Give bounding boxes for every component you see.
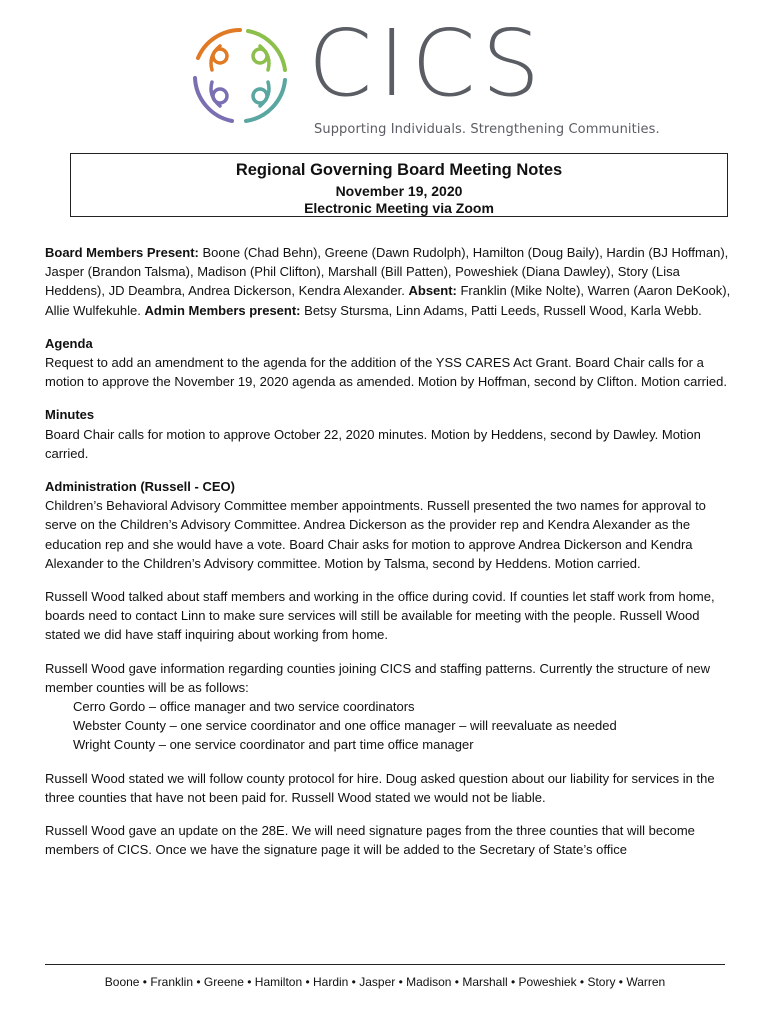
title-box — [70, 153, 728, 217]
absent-text: Franklin (Mike Nolte), Warren (Aaron DeKook), Allie Wulfekuhle. — [45, 283, 731, 318]
logo-wordmark: CICS — [308, 10, 547, 117]
page-title: Regional Governing Board Meeting Notes — [235, 161, 563, 179]
present-label: Board Members Present: — [45, 245, 199, 260]
administration-heading: Administration (Russell - CEO) — [45, 479, 235, 495]
absent-label: Absent: — [408, 283, 457, 299]
county-list-item: Wright County – one service coordinator and part time office manager — [73, 737, 474, 753]
notes-body — [45, 243, 735, 859]
admin-text: Betsy Stursma, Linn Adams, Patti Leeds, Russell Wood, Karla Webb. — [300, 302, 702, 318]
attendance-paragraph — [45, 243, 735, 320]
present-text: Boone (Chad Behn), Greene (Dawn Rudolph), Hamilton (Doug Baily), Hardin (BJ Hoffman), Jasper (Brandon Talsma), Madison (Phil Clifton), Marshall (Bill Patten), Poweshiek (Diana Dawley), Story (Lisa Heddens), JD Deambra, Andrea Dickerson, Kendra Alexander. — [45, 245, 729, 299]
cics-logo — [190, 10, 660, 146]
county-list-item: Webster County – one service coordinator and one office manager – will reevaluate as needed — [73, 718, 617, 734]
administration-paragraph-4: Russell Wood stated we will follow county protocol for hire. Doug asked question about our liability for services in the three counties that have not been paid for. Russell Wood stated we would not be liable. — [45, 770, 715, 805]
footer-divider — [45, 964, 725, 965]
logo-tagline: Supporting Individuals. Strengthening Communities. — [314, 122, 660, 137]
administration-paragraph-3: Russell Wood gave information regarding counties joining CICS and staffing patterns. Currently the structure of new member counties will be as follows: — [45, 660, 711, 695]
admin-label: Admin Members present: — [144, 302, 301, 318]
administration-paragraph-1: Children’s Behavioral Advisory Committee member appointments. Russell presented the two names for approval to serve on the Children’s Advisory Committee. Andrea Dickerson as the provider rep and Kendra Alexander as the education rep and she would have a vote. Board Chair asks for motion to approve Andrea Dickerson and Kendra Alexander to the Children’s Advisory committee. Motion by Talsma, second by Heddens. Motion carried. — [45, 498, 706, 571]
meeting-date: November 19, 2020 — [335, 183, 463, 199]
county-list-item: Cerro Gordo – office manager and two service coordinators — [73, 699, 415, 715]
administration-paragraph-2: Russell Wood talked about staff members and working in the office during covid. If counties let staff work from home, boards need to contact Linn to make sure services will still be available for meeting with the people. Russell Wood stated we did have staff inquiring about working from home. — [45, 589, 715, 643]
footer-county-list: Boone • Franklin • Greene • Hamilton • Hardin • Jasper • Madison • Marshall • Poweshiek • Story • Warren — [104, 975, 666, 989]
minutes-heading: Minutes — [45, 407, 95, 423]
cics-circle-mark-icon — [190, 26, 290, 126]
meeting-location: Electronic Meeting via Zoom — [304, 200, 494, 216]
agenda-heading: Agenda — [45, 335, 93, 351]
minutes-text: Board Chair calls for motion to approve October 22, 2020 minutes. Motion by Heddens, second by Dawley. Motion carried. — [45, 426, 701, 461]
administration-paragraph-5: Russell Wood gave an update on the 28E. We will need signature pages from the three counties that will become members of CICS. Once we have the signature page it will be added to the Secretary of State’s office — [45, 823, 695, 858]
agenda-text: Request to add an amendment to the agenda for the addition of the YSS CARES Act Grant. Board Chair calls for a motion to approve the November 19, 2020 agenda as amended. Motion by Hoffman, second by Clifton. Motion carried. — [45, 355, 727, 390]
